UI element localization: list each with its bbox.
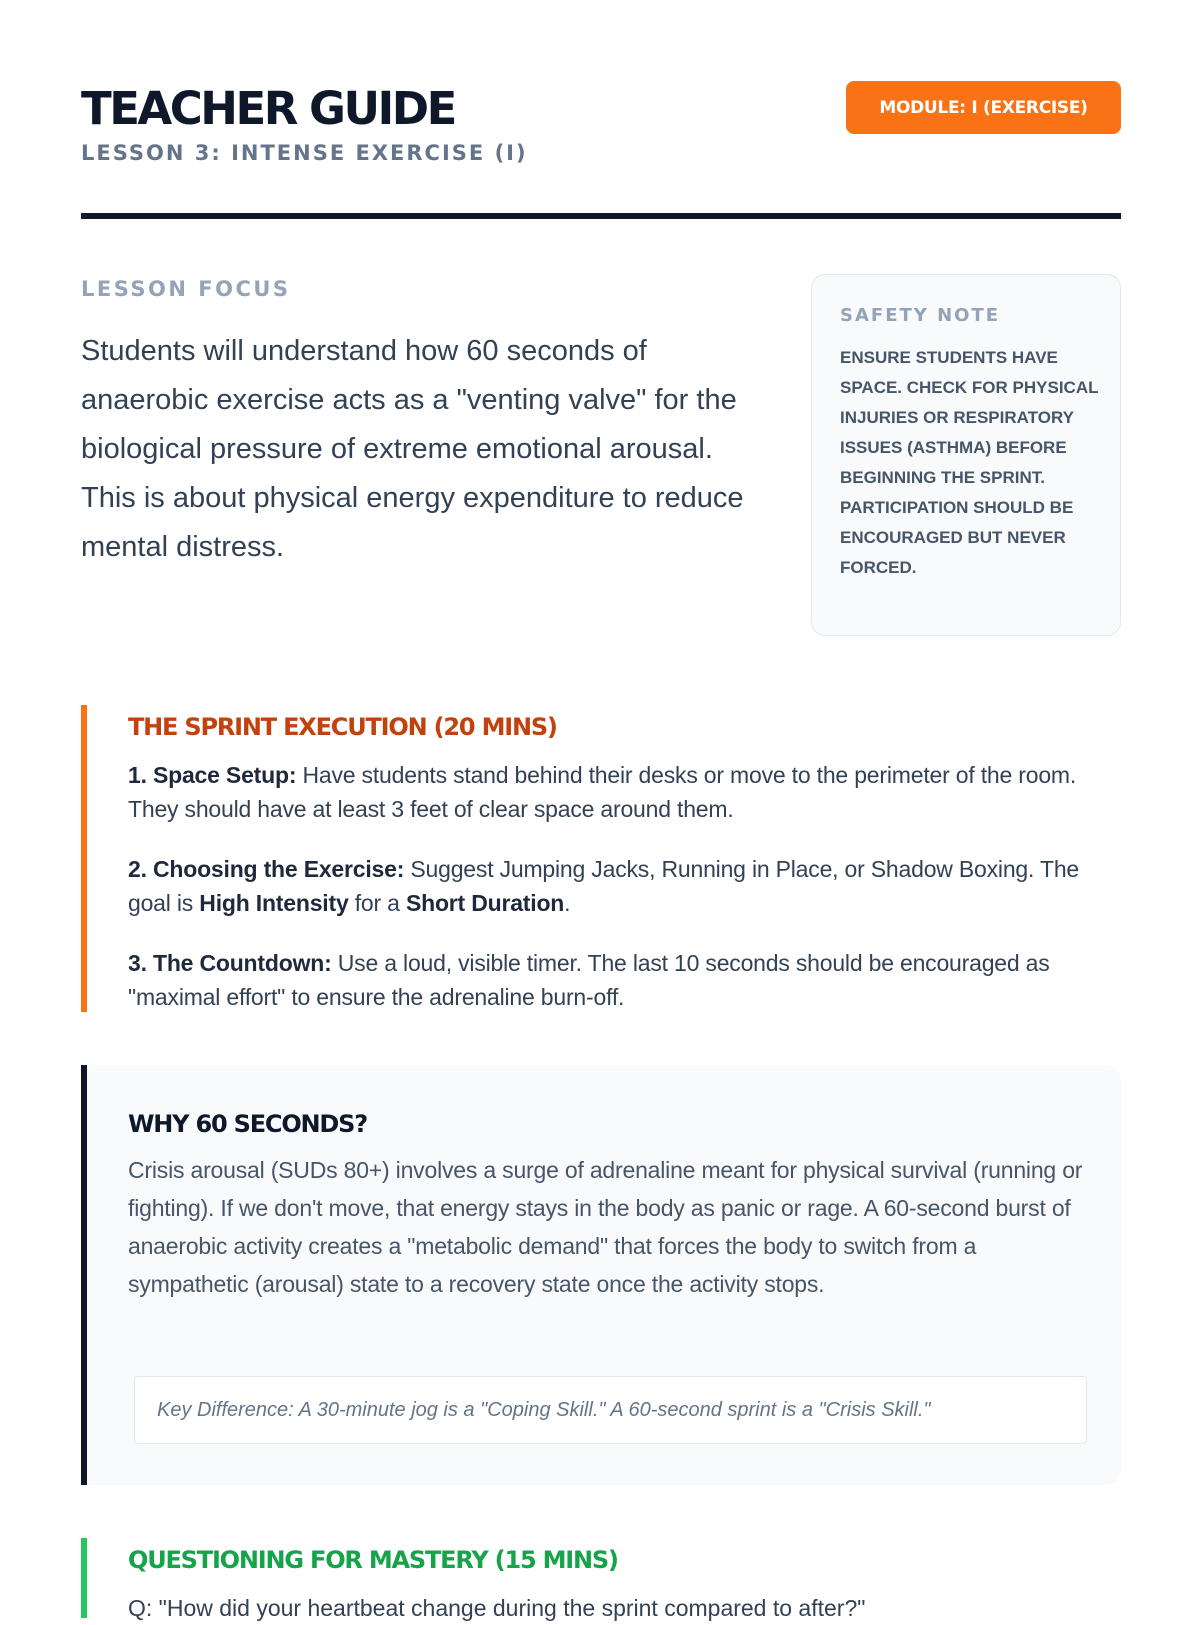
step-countdown: [128, 946, 1118, 1014]
lesson-subtitle: LESSON 3: INTENSE EXERCISE (I): [81, 141, 528, 165]
why-60-seconds-text: Crisis arousal (SUDs 80+) involves a surge of adrenaline meant for physical survival (running or fighting). If we don't move, that energy stays in the body as panic or rage. A 60-second burst of anaerobic activity creates a "metabolic demand" that forces the body to switch from a sympathetic (arousal) state to a recovery state once the activity stops.: [128, 1157, 1083, 1297]
lesson-focus-text: Students will understand how 60 seconds of anaerobic exercise acts as a "venting valve" for the biological pressure of extreme emotional arousal. This is about physical energy expenditure to reduce mental distress.: [81, 335, 744, 563]
safety-note-label: SAFETY NOTE: [840, 305, 1001, 326]
why-60-seconds-section: [81, 1065, 1121, 1485]
safety-note-card: [811, 274, 1121, 636]
sprint-execution-title: THE SPRINT EXECUTION (20 MINS): [128, 713, 557, 741]
questioning-mastery-title: QUESTIONING FOR MASTERY (15 MINS): [128, 1546, 618, 1574]
step-space-setup: [128, 758, 1118, 826]
mastery-question: Q: "How did your heartbeat change during the sprint compared to after?": [128, 1595, 866, 1621]
page-title: TEACHER GUIDE: [81, 82, 455, 135]
step-choosing-exercise: [128, 852, 1118, 920]
questioning-mastery-section: [81, 1538, 1121, 1621]
why-60-seconds-title: WHY 60 SECONDS?: [128, 1110, 367, 1138]
module-badge: MODULE: I (EXERCISE): [846, 81, 1121, 134]
step-text: for a: [348, 890, 406, 916]
lesson-focus-label: LESSON FOCUS: [81, 277, 291, 301]
step-label: 2. Choosing the Exercise:: [128, 856, 405, 882]
key-difference-callout: Key Difference: A 30-minute jog is a "Coping Skill." A 60-second sprint is a "Crisis Skill.": [134, 1376, 1087, 1444]
sprint-execution-section: [81, 705, 1121, 1012]
step-label: 3. The Countdown:: [128, 950, 332, 976]
safety-note-text: ENSURE STUDENTS HAVE SPACE. CHECK FOR PHYSICAL INJURIES OR RESPIRATORY ISSUES (ASTHMA) BEFORE BEGINNING THE SPRINT. PARTICIPATION SHOULD BE ENCOURAGED BUT NEVER FORCED.: [840, 348, 1099, 577]
emphasis-high-intensity: High Intensity: [199, 890, 349, 916]
step-text: Have students stand behind their desks or move to the perimeter of the room. They should have at least 3 feet of clear space around them.: [128, 762, 1077, 822]
step-label: 1. Space Setup:: [128, 762, 297, 788]
emphasis-short-duration: Short Duration: [405, 890, 565, 916]
header-divider: [81, 213, 1121, 219]
step-text: Suggest Jumping Jacks, Running in Place, or Shadow Boxing. The goal is: [128, 856, 1080, 916]
step-text: .: [564, 890, 571, 916]
step-text: Use a loud, visible timer. The last 10 seconds should be encouraged as "maximal effort" to ensure the adrenaline burn-off.: [128, 950, 1050, 1010]
